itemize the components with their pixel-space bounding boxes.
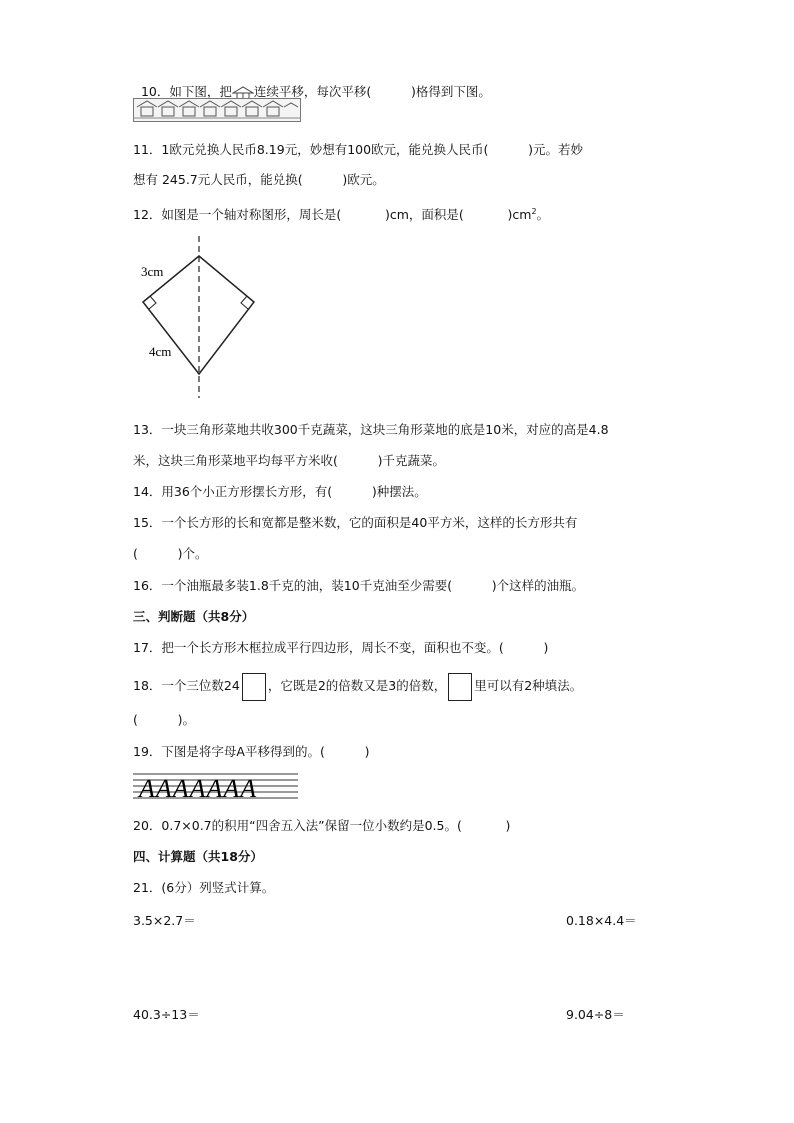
q12-text-a: 12．如图是一个轴对称图形，周长是( )cm，面积是( )cm xyxy=(133,207,532,223)
question-12 xyxy=(133,204,549,223)
section-3-heading: 三、判断题（共8分） xyxy=(133,609,255,624)
q12-text-b: 。 xyxy=(536,207,550,223)
q10-text-b: 连续平移，每次平移( )格得到下图。 xyxy=(253,84,491,99)
q18-answer-box-2[interactable] xyxy=(448,673,472,701)
question-14: 14．用36个小正方形摆长方形，有( )种摆法。 xyxy=(133,484,427,499)
question-15-line-1: 15．一个长方形的长和宽都是整米数，它的面积是40平方米，这样的长方形共有 xyxy=(133,515,578,530)
letter-a-strip-figure xyxy=(133,771,303,805)
question-15-line-2: ( )个。 xyxy=(133,546,208,561)
question-17: 17．把一个长方形木框拉成平行四边形，周长不变，面积也不变。( ) xyxy=(133,640,549,655)
calc-expression-3: 40.3÷13＝ xyxy=(133,1007,200,1022)
question-11-line-1: 11．1欧元兑换人民币8.19元，妙想有100欧元，能兑换人民币( )元。若妙 xyxy=(133,142,584,157)
question-18 xyxy=(133,672,582,701)
kite-label-3cm: 3cm xyxy=(141,264,164,279)
question-11-line-2: 想有 245.7元人民币，能兑换( )欧元。 xyxy=(133,172,385,187)
question-10 xyxy=(133,68,491,100)
question-13-line-1: 13．一块三角形菜地共收300千克蔬菜，这块三角形菜地的底是10米，对应的高是4.8 xyxy=(133,422,609,437)
question-21-title: 21．(6分）列竖式计算。 xyxy=(133,880,275,895)
question-20: 20．0.7×0.7的积用“四舍五入法”保留一位小数约是0.5。( ) xyxy=(133,818,511,833)
calc-expression-4: 9.04÷8＝ xyxy=(566,1007,625,1022)
question-13-line-2: 米，这块三角形菜地平均每平方米收( )千克蔬菜。 xyxy=(133,453,445,468)
q18-answer-box-1[interactable] xyxy=(242,673,266,701)
question-19: 19．下图是将字母A平移得到的。( ) xyxy=(133,744,370,759)
calc-expression-1: 3.5×2.7＝ xyxy=(133,913,196,928)
question-16: 16．一个油瓶最多装1.8千克的油，装10千克油至少需要( )个这样的油瓶。 xyxy=(133,578,585,593)
q18-text-b: ，它既是2的倍数又是3的倍数， xyxy=(267,678,447,693)
q18-text-a: 18．一个三位数24 xyxy=(133,678,240,693)
calc-expression-2: 0.18×4.4＝ xyxy=(566,913,637,928)
kite-figure xyxy=(133,236,273,405)
kite-label-4cm: 4cm xyxy=(149,344,172,359)
q12-superscript: 2 xyxy=(531,207,537,216)
letter-a-sequence: AAAAAAA xyxy=(139,774,258,801)
question-18-line-2: ( )。 xyxy=(133,712,195,727)
section-4-heading: 四、计算题（共18分） xyxy=(133,849,263,864)
q10-text-a: 10．如下图，把 xyxy=(140,84,232,99)
pavilion-strip-figure xyxy=(133,98,301,126)
q18-text-c: 里可以有2种填法。 xyxy=(474,678,583,693)
